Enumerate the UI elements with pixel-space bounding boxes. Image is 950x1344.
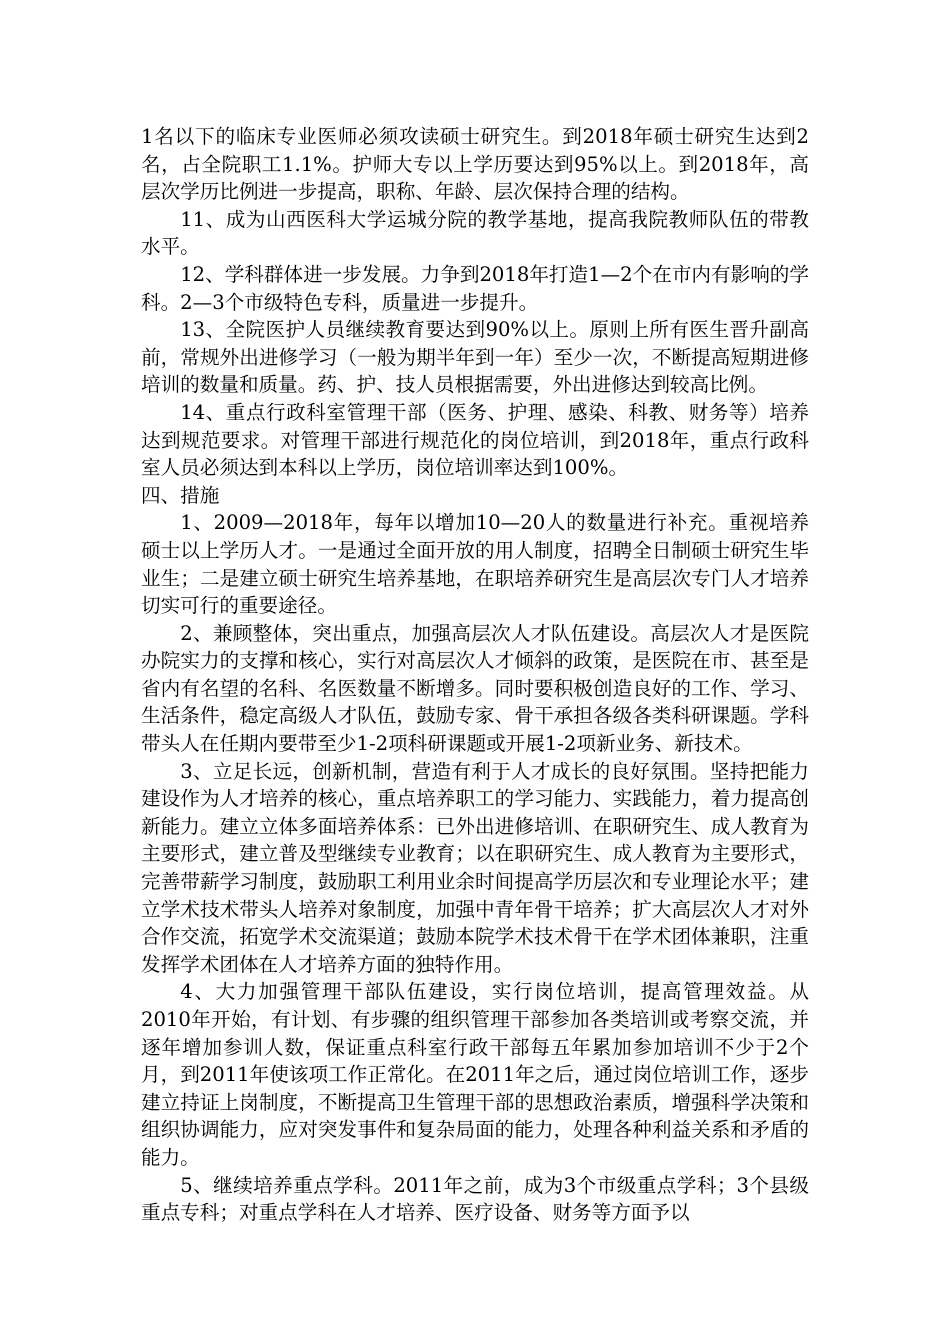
paragraph-continued: 1名以下的临床专业医师必须攻读硕士研究生。到2018年硕士研究生达到2名，占全院职工1.1%。护师大专以上学历要达到95%以上。到2018年，高层次学历比例进一步提高，职称、年龄、层次保持合理的结构。 (141, 125, 809, 204)
document-body (141, 123, 809, 1227)
section-heading-measures: 四、措施 (141, 483, 220, 507)
paragraph-measure-4: 4、大力加强管理干部队伍建设，实行岗位培训，提高管理效益。从2010年开始，有计划、有步骤的组织管理干部参加各类培训或考察交流，并逐年增加参训人数，保证重点科室行政干部每五年累加参加培训不少于2个月，到2011年使该项工作正常化。在2011年之后，通过岗位培训工作，逐步建立持证上岗制度，不断提高卫生管理干部的思想政治素质，增强科学决策和组织协调能力，应对突发事件和复杂局面的能力，处理各种利益关系和矛盾的能力。 (141, 980, 809, 1169)
paragraph-measure-5: 5、继续培养重点学科。2011年之前，成为3个市级重点学科；3个县级重点专科；对重点学科在人才培养、医疗设备、财务等方面予以 (141, 1173, 809, 1225)
paragraph-measure-2: 2、兼顾整体，突出重点，加强高层次人才队伍建设。高层次人才是医院办院实力的支撑和核心，实行对高层次人才倾斜的政策，是医院在市、甚至是省内有名望的名科、名医数量不断增多。同时要积极创造良好的工作、学习、生活条件，稳定高级人才队伍，鼓励专家、骨干承担各级各类科研课题。学科带头人在任期内要带至少1-2项科研课题或开展1-2项新业务、新技术。 (141, 621, 809, 756)
paragraph-item-11: 11、成为山西医科大学运城分院的教学基地，提高我院教师队伍的带教水平。 (141, 207, 809, 259)
paragraph-measure-3: 3、立足长远，创新机制，营造有利于人才成长的良好氛围。坚持把能力建设作为人才培养的核心，重点培养职工的学习能力、实践能力，着力提高创新能力。建立立体多面培养体系：已外出进修培训、在职研究生、成人教育为主要形式，建立普及型继续专业教育；以在职研究生、成人教育为主要形式，完善带薪学习制度，鼓励职工利用业余时间提高学历层次和专业理论水平；建立学术技术带头人培养对象制度，加强中青年骨干培养；扩大高层次人才对外合作交流，拓宽学术交流渠道；鼓励本院学术技术骨干在学术团体兼职，注重发挥学术团体在人才培养方面的独特作用。 (141, 759, 809, 976)
paragraph-item-13: 13、全院医护人员继续教育要达到90%以上。原则上所有医生晋升副高前，常规外出进修学习（一般为期半年到一年）至少一次，不断提高短期进修培训的数量和质量。药、护、技人员根据需要，外出进修达到较高比例。 (141, 318, 809, 397)
paragraph-item-14: 14、重点行政科室管理干部（医务、护理、感染、科教、财务等）培养达到规范要求。对管理干部进行规范化的岗位培训，到2018年，重点行政科室人员必须达到本科以上学历，岗位培训率达到100%。 (141, 400, 809, 480)
paragraph-item-12: 12、学科群体进一步发展。力争到2018年打造1—2个在市内有影响的学科。2—3个市级特色专科，质量进一步提升。 (141, 262, 809, 314)
paragraph-measure-1: 1、2009—2018年，每年以增加10—20人的数量进行补充。重视培养硕士以上学历人才。一是通过全面开放的用人制度，招聘全日制硕士研究生毕业生；二是建立硕士研究生培养基地，在职培养研究生是高层次专门人才培养切实可行的重要途径。 (141, 511, 809, 618)
